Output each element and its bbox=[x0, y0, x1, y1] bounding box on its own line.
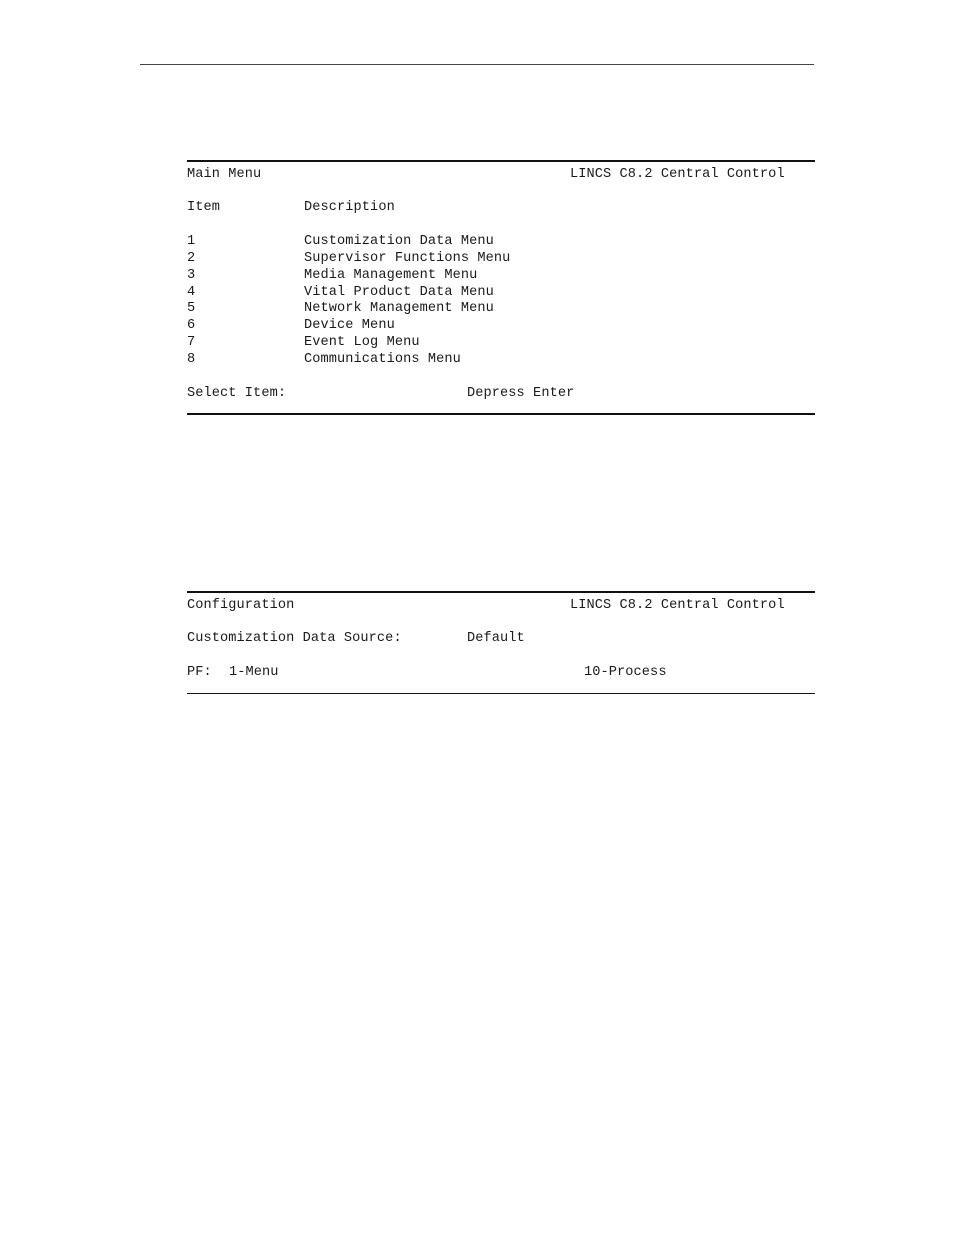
menu-item-number: 2 bbox=[187, 251, 196, 266]
menu-item-number: 4 bbox=[187, 285, 196, 300]
customization-data-source-value[interactable]: Default bbox=[467, 631, 525, 646]
config-title: Configuration bbox=[187, 598, 295, 613]
menu-item-number: 6 bbox=[187, 318, 196, 333]
main-menu-top-rule bbox=[187, 160, 815, 162]
menu-item-number: 1 bbox=[187, 234, 196, 249]
pf-label: PF: bbox=[187, 665, 212, 680]
menu-item-number: 5 bbox=[187, 301, 196, 316]
select-item-prompt[interactable]: Select Item: bbox=[187, 386, 287, 401]
menu-item-label: Communications Menu bbox=[304, 352, 461, 367]
depress-enter-hint: Depress Enter bbox=[467, 386, 575, 401]
menu-item-label: Media Management Menu bbox=[304, 268, 478, 283]
main-menu-system-name: LINCS C8.2 Central Control bbox=[570, 167, 785, 182]
page-header-rule bbox=[140, 64, 814, 65]
config-bottom-rule bbox=[187, 693, 815, 694]
menu-item-label: Event Log Menu bbox=[304, 335, 420, 350]
pf1-menu-key[interactable]: 1-Menu bbox=[229, 665, 279, 680]
customization-data-source-label: Customization Data Source: bbox=[187, 631, 402, 646]
menu-item-number: 8 bbox=[187, 352, 196, 367]
menu-item-label: Vital Product Data Menu bbox=[304, 285, 494, 300]
config-top-rule bbox=[187, 591, 815, 593]
pf10-process-key[interactable]: 10-Process bbox=[584, 665, 667, 680]
config-system-name: LINCS C8.2 Central Control bbox=[570, 598, 785, 613]
configuration-screen bbox=[187, 591, 815, 695]
menu-item-label: Network Management Menu bbox=[304, 301, 494, 316]
item-column-header: Item bbox=[187, 200, 221, 215]
main-menu-title: Main Menu bbox=[187, 167, 262, 182]
menu-item-label: Customization Data Menu bbox=[304, 234, 494, 249]
main-menu-bottom-rule bbox=[187, 413, 815, 415]
menu-item-label: Device Menu bbox=[304, 318, 395, 333]
menu-item-number: 7 bbox=[187, 335, 196, 350]
main-menu-screen bbox=[187, 160, 815, 416]
description-column-header: Description bbox=[304, 200, 395, 215]
menu-item-number: 3 bbox=[187, 268, 196, 283]
menu-item-label: Supervisor Functions Menu bbox=[304, 251, 511, 266]
